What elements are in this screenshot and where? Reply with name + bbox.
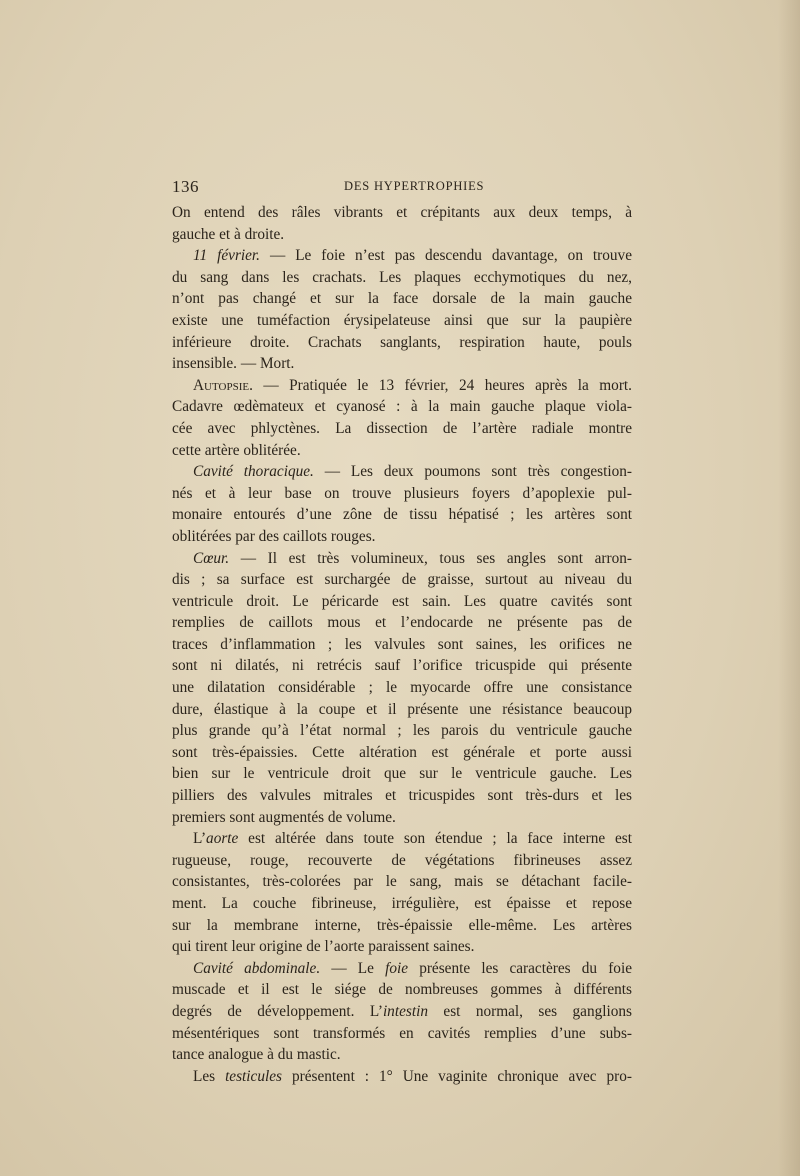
text-line (172, 655, 632, 677)
text-line (172, 375, 632, 397)
text-line (172, 1001, 632, 1023)
text-line (172, 1044, 632, 1066)
text-line (172, 526, 632, 548)
text-line (172, 353, 632, 375)
text-line (172, 871, 632, 893)
line-text: inférieure droite. Crachats sanglants, respiration haute, pouls (172, 333, 632, 351)
line-text: n’ont pas changé et sur la face dorsale de la main gauche (172, 290, 632, 308)
line-text: rugueuse, rouge, recouverte de végétations fibrineuses assez (172, 851, 632, 869)
text-line (172, 1066, 632, 1088)
text-line (172, 245, 632, 267)
page-header (172, 177, 628, 199)
text-line (172, 288, 632, 310)
line-text: remplies de caillots mous et l’endocarde ne présente pas de (172, 614, 632, 632)
text-line (172, 267, 632, 289)
page-edge-shadow (778, 0, 800, 1176)
line-text: dure, élastique à la coupe et il présente une résistance beaucoup (172, 700, 632, 718)
line-text: cée avec phlyctènes. La dissection de l’artère radiale montre (172, 419, 632, 437)
line-text: oblitérées par des caillots rouges. (172, 527, 376, 545)
text-line (172, 548, 632, 570)
text-line (172, 202, 632, 224)
line-text: insensible. — Mort. (172, 355, 295, 373)
line-text: L’ (193, 830, 207, 848)
italic-term: Cavité abdominale. (193, 959, 321, 977)
italic-term: intestin (382, 1002, 428, 1020)
line-text: ment. La couche fibrineuse, irrégulière, est épaisse et repose (172, 895, 632, 912)
line-text: bien sur le ventricule droit que sur le ventricule gauche. Les (172, 765, 632, 783)
text-line (172, 1023, 632, 1045)
line-text: plus grande qu’à l’état normal ; les parois du ventricule gauche (172, 722, 632, 740)
line-text: tance analogue à du mastic. (172, 1046, 341, 1064)
text-line (172, 224, 632, 246)
italic-term: Cavité thoracique. (193, 463, 314, 481)
line-text: sur la membrane interne, très-épaissie elle-même. Les artères (172, 916, 632, 934)
text-line (172, 828, 632, 850)
italic-term: 11 février. (193, 247, 261, 265)
text-line (172, 634, 632, 656)
text-line (172, 591, 632, 613)
text-line (172, 850, 632, 872)
line-text: présentent : 1° Une vaginite chronique avec pro- (282, 1067, 632, 1085)
line-text: traces d’inflammation ; les valvules sont saines, les orifices ne (172, 635, 632, 653)
line-text: — Pratiquée le 13 février, 24 heures après la mort. (252, 376, 632, 394)
line-text: — Les deux poumons sont très congestion- (313, 463, 633, 481)
line-text: Les (193, 1067, 226, 1085)
line-text: consistantes, très-colorées par le sang, mais se détachant facile- (172, 873, 632, 891)
line-text: est normal, ses ganglions (427, 1002, 632, 1020)
line-text: cette artère oblitérée. (172, 441, 301, 459)
line-text: une dilatation considérable ; le myocarde offre une consistance (172, 679, 632, 697)
text-line (172, 936, 632, 958)
line-text: mésentériques sont transformés en cavités remplies d’une subs- (172, 1024, 632, 1042)
text-line (172, 699, 632, 721)
text-line (172, 785, 632, 807)
text-line (172, 440, 632, 462)
text-line (172, 396, 632, 418)
line-text: du sang dans les crachats. Les plaques ecchymotiques du nez, (172, 268, 632, 286)
line-text: ventricule droit. Le péricarde est sain. Les quatre cavités sont (172, 592, 632, 610)
text-line (172, 720, 632, 742)
line-text: sont ni dilatés, ni retrécis sauf l’orifice tricuspide qui présente (172, 657, 632, 675)
line-text: premiers sont augmentés de volume. (172, 808, 396, 826)
line-text: qui tirent leur origine de l’aorte paraissent saines. (172, 938, 475, 956)
italic-term: aorte (206, 830, 239, 848)
line-text: degrés de développement. L’ (172, 1002, 383, 1020)
line-text: dis ; sa surface est surchargée de graisse, surtout au niveau du (172, 571, 632, 589)
line-text: On entend des râles vibrants et crépitants aux deux temps, à (172, 204, 632, 221)
line-text: sont très-épaissies. Cette altération est générale et porte aussi (172, 743, 632, 761)
text-line (172, 915, 632, 937)
italic-term: testicules (225, 1067, 282, 1085)
section-label: Autopsie. (193, 376, 253, 394)
text-line (172, 461, 632, 483)
text-line (172, 763, 632, 785)
text-line (172, 483, 632, 505)
line-text: — Le foie n’est pas descendu davantage, on trouve (260, 247, 632, 265)
page-number: 136 (172, 177, 199, 196)
line-text: pilliers des valvules mitrales et tricuspides sont très-durs et les (172, 787, 632, 805)
line-text: monaire entourés d’une zône de tissu hépatisé ; les artères sont (172, 506, 632, 524)
text-line (172, 569, 632, 591)
text-line (172, 958, 632, 980)
text-line (172, 332, 632, 354)
line-text: — Il est très volumineux, tous ses angles sont arron- (229, 549, 632, 567)
line-text: existe une tuméfaction érysipelateuse ainsi que sur la paupière (172, 311, 632, 329)
line-text: — Le (320, 959, 386, 977)
line-text: nés et à leur base on trouve plusieurs foyers d’apoplexie pul- (172, 484, 632, 502)
body-text (172, 202, 632, 1087)
text-line (172, 310, 632, 332)
text-line (172, 807, 632, 829)
line-text: est altérée dans toute son étendue ; la face interne est (238, 830, 632, 848)
italic-term: foie (385, 959, 409, 977)
text-line (172, 677, 632, 699)
text-line (172, 612, 632, 634)
line-text: gauche et à droite. (172, 225, 285, 243)
text-line (172, 979, 632, 1001)
text-line (172, 504, 632, 526)
text-line (172, 742, 632, 764)
line-text: muscade et il est le siége de nombreuses gommes à différents (172, 981, 632, 999)
text-line (172, 418, 632, 440)
line-text: Cadavre œdèmateux et cyanosé : à la main gauche plaque viola- (172, 398, 632, 416)
text-line (172, 893, 632, 915)
line-text: présente les caractères du foie (408, 959, 632, 977)
italic-term: Cœur. (193, 549, 230, 567)
running-title: DES HYPERTROPHIES (344, 179, 485, 193)
